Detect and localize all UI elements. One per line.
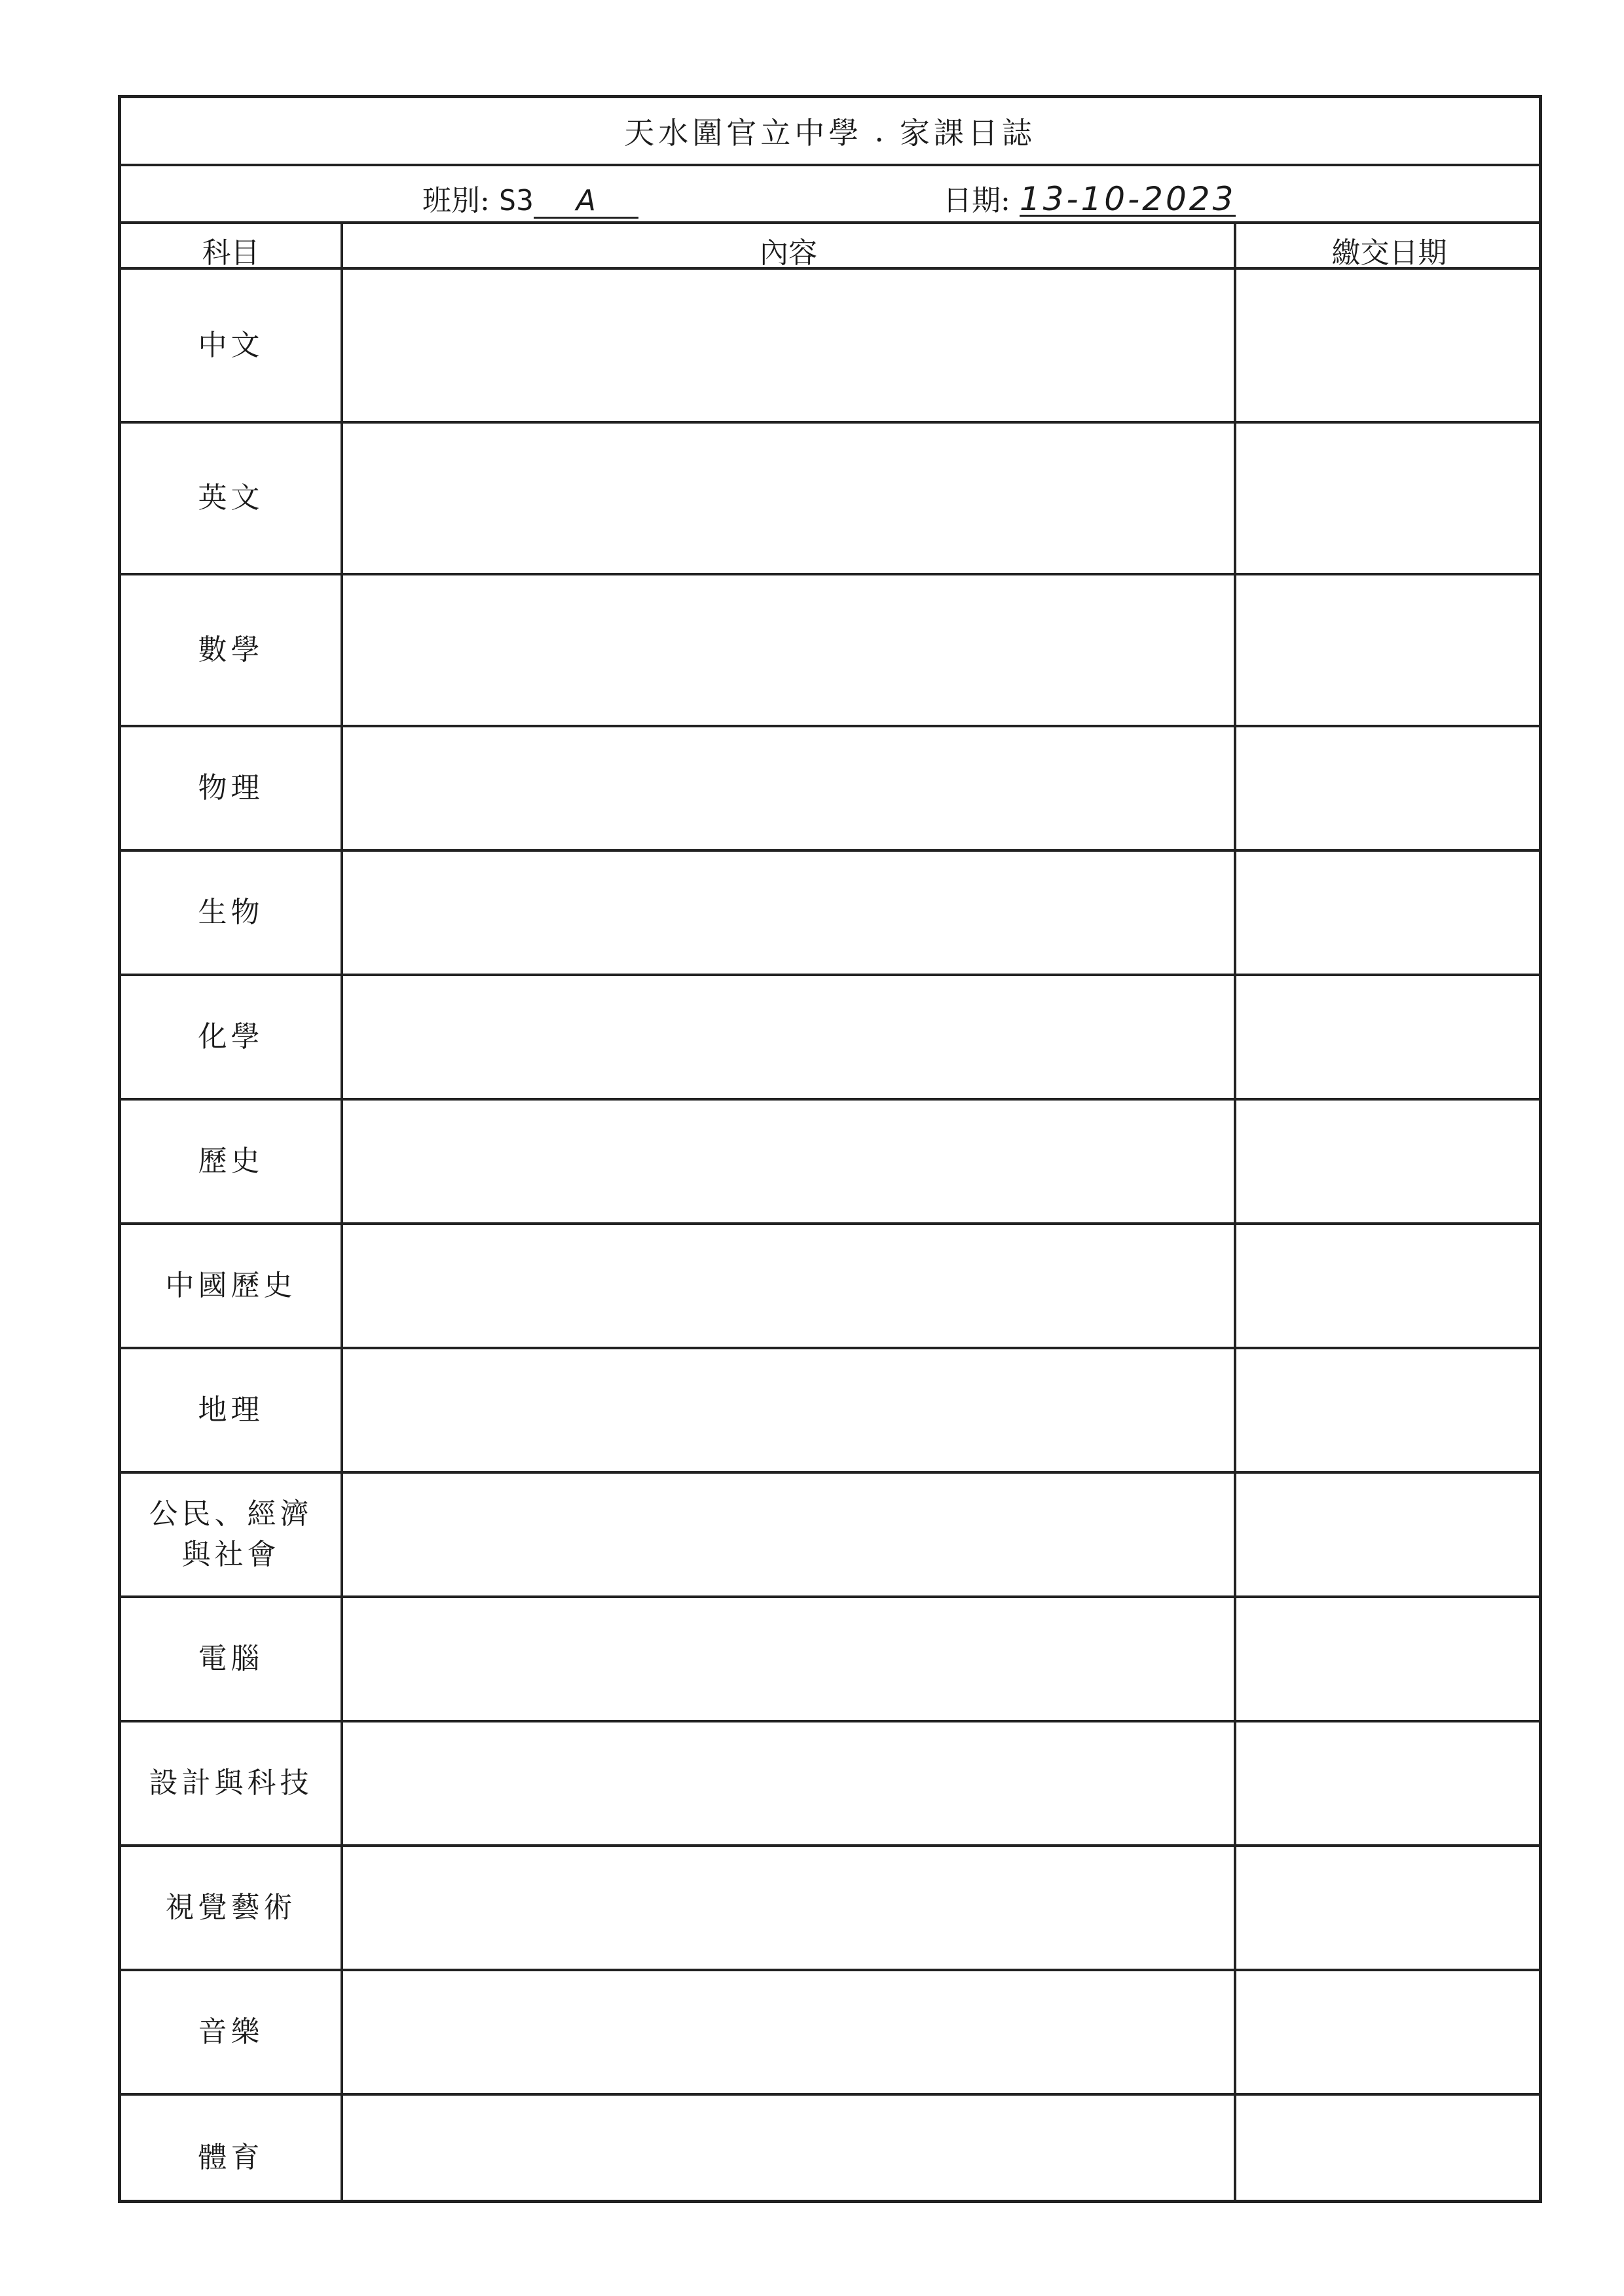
due-date-cell[interactable] [1236,1101,1539,1222]
title-separator: . [874,113,888,149]
due-date-cell[interactable] [1236,852,1539,974]
table-row [121,852,1539,976]
table-row [121,1474,1539,1598]
subject-cell: 數學 [198,633,264,666]
content-cell[interactable] [343,1722,1234,1844]
subject-header: 科目 [202,236,260,270]
table-row [121,727,1539,852]
due-date-cell[interactable] [1236,1971,1539,2093]
due-date-cell[interactable] [1236,1349,1539,1471]
subject-cell: 物理 [198,771,264,805]
due-date-cell[interactable] [1236,1847,1539,1969]
subject-cell: 生物 [198,896,264,929]
table-row [121,2096,1539,2220]
table-row [121,1225,1539,1349]
subject-cell: 中文 [198,328,264,362]
school-name: 天水圍官立中學 [624,115,863,151]
table-row [121,270,1539,424]
subject-cell: 音樂 [198,2015,264,2049]
table-row [121,424,1539,575]
due-date-cell[interactable] [1236,727,1539,849]
due-date-cell[interactable] [1236,424,1539,573]
subject-cell: 歷史 [198,1144,264,1178]
table-row [121,1101,1539,1225]
content-cell[interactable] [343,1474,1234,1595]
content-cell[interactable] [343,270,1234,421]
form-title [121,98,1539,166]
content-cell[interactable] [343,2096,1234,2220]
table-header [121,221,1539,270]
table-row [121,1722,1539,1847]
table-row [121,1971,1539,2096]
meta-row [121,164,1539,224]
class-label: 班別: [422,184,490,217]
class-prefix: S3 [498,184,534,217]
content-cell[interactable] [343,1101,1234,1222]
table-row [121,575,1539,727]
due-date-cell[interactable] [1236,2096,1539,2220]
due-date-cell[interactable] [1236,1225,1539,1347]
due-date-cell[interactable] [1236,575,1539,725]
subject-cell: 電腦 [198,1642,264,1675]
content-cell[interactable] [343,852,1234,974]
content-cell[interactable] [343,424,1234,573]
subject-cell: 公民、經濟 與社會 [149,1497,313,1571]
content-cell[interactable] [343,1225,1234,1347]
due-date-header: 繳交日期 [1331,236,1447,270]
homework-log-form [118,95,1542,2203]
subject-cell: 英文 [198,481,264,515]
log-title: 家課日誌 [899,115,1036,151]
due-date-cell[interactable] [1236,270,1539,421]
content-cell[interactable] [343,727,1234,849]
due-date-cell[interactable] [1236,976,1539,1098]
table-row [121,1598,1539,1722]
subject-cell: 中國歷史 [165,1269,297,1302]
class-value[interactable]: A [534,185,638,219]
table-row [121,1349,1539,1474]
date-label: 日期: [943,184,1010,217]
subject-cell: 體育 [198,2141,264,2174]
date-field [943,177,1236,219]
content-cell[interactable] [343,1971,1234,2093]
subject-cell: 設計與科技 [149,1766,313,1800]
due-date-cell[interactable] [1236,1474,1539,1595]
due-date-cell[interactable] [1236,1722,1539,1844]
content-cell[interactable] [343,575,1234,725]
subject-cell: 地理 [198,1393,264,1427]
content-cell[interactable] [343,1598,1234,1720]
content-header: 內容 [760,236,817,270]
date-value[interactable]: 13-10-2023 [1019,180,1236,218]
due-date-cell[interactable] [1236,1598,1539,1720]
homework-table [121,221,1539,2200]
subject-cell: 化學 [198,1020,264,1053]
class-field [422,177,638,219]
content-cell[interactable] [343,1349,1234,1471]
content-cell[interactable] [343,1847,1234,1969]
table-row [121,976,1539,1101]
table-row [121,1847,1539,1971]
content-cell[interactable] [343,976,1234,1098]
subject-cell: 視覺藝術 [165,1891,297,1924]
